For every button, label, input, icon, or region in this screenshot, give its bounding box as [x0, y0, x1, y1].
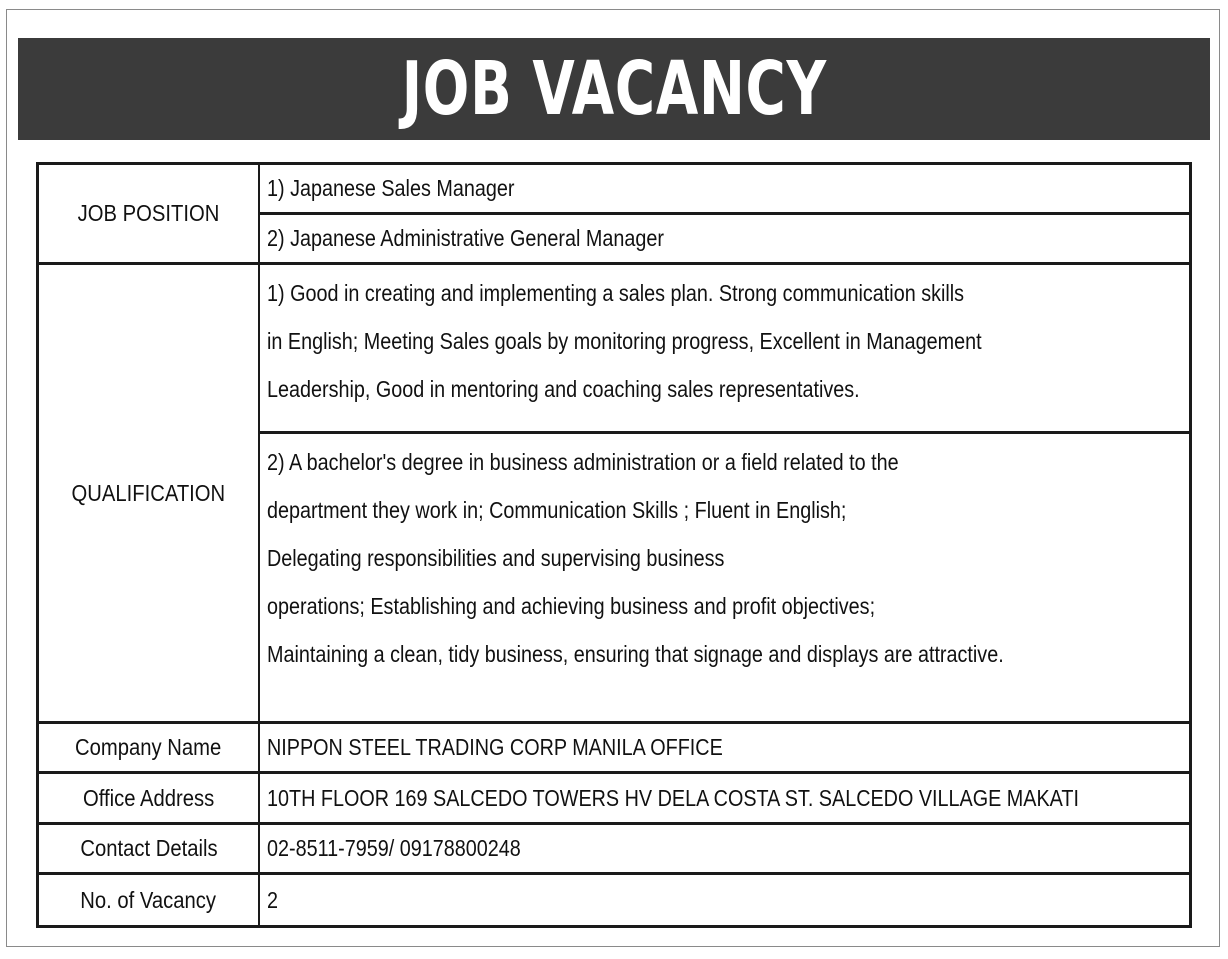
contact-details-value: 02-8511-7959/ 09178800248: [267, 835, 521, 861]
office-address-value: 10TH FLOOR 169 SALCEDO TOWERS HV DELA COSTA ST. SALCEDO VILLAGE MAKATI: [267, 784, 1079, 811]
qualification-label: QUALIFICATION: [71, 479, 226, 506]
qualification-line: 1) Good in creating and implementing a sales plan. Strong communication skills: [267, 280, 965, 306]
office-address-label: Office Address: [82, 784, 215, 811]
contact-details-label: Contact Details: [79, 835, 218, 861]
qualification-line: 2) A bachelor's degree in business administration or a field related to the: [267, 449, 899, 475]
qualification-line: in English; Meeting Sales goals by monitoring progress, Excellent in Management: [267, 328, 982, 354]
vacancy-count-value: 2: [267, 886, 279, 913]
company-name-label: Company Name: [75, 734, 222, 760]
row-divider: [258, 431, 1189, 434]
qualification-block: [264, 269, 1189, 429]
page-title: JOB VACANCY: [401, 46, 827, 132]
job-position-item: 1) Japanese Sales Manager: [267, 175, 515, 201]
qualification-line: department they work in; Communication Skills ; Fluent in English;: [267, 497, 847, 523]
vacancy-table: [36, 162, 1192, 928]
qualification-line: operations; Establishing and achieving business and profit objectives;: [267, 593, 876, 619]
title-banner: [18, 38, 1210, 140]
qualification-line: Delegating responsibilities and supervising business: [267, 545, 725, 571]
company-name-value: NIPPON STEEL TRADING CORP MANILA OFFICE: [267, 734, 723, 760]
column-divider: [258, 165, 260, 925]
vacancy-count-label: No. of Vacancy: [80, 886, 217, 913]
job-position-label: JOB POSITION: [77, 200, 220, 226]
job-position-item: 2) Japanese Administrative General Manager: [267, 225, 664, 251]
qualification-line: Maintaining a clean, tidy business, ensuring that signage and displays are attractive.: [267, 641, 1004, 667]
qualification-block: [264, 438, 1189, 720]
qualification-line: Leadership, Good in mentoring and coaching sales representatives.: [267, 376, 860, 402]
